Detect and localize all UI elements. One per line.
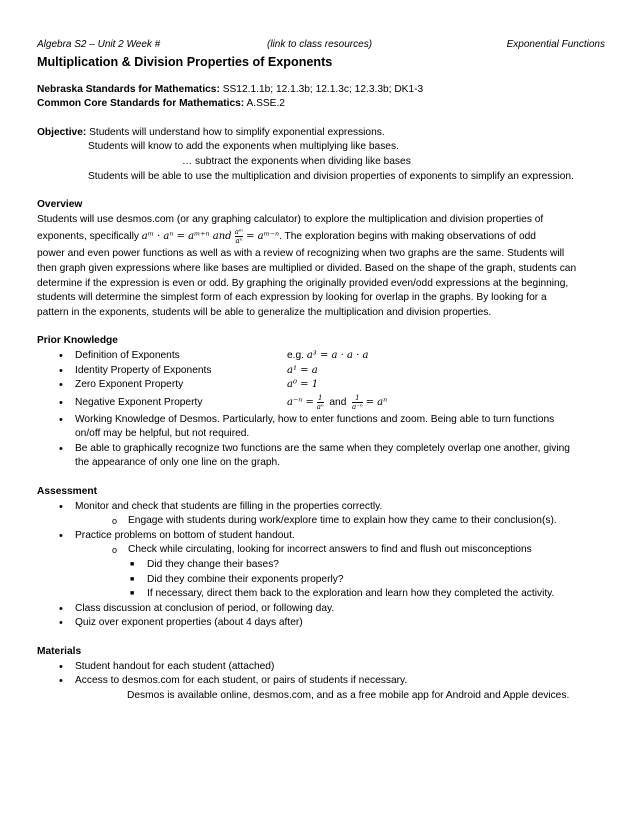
overview-and: and xyxy=(209,231,235,243)
overview-text: power and even power functions as well as with a review of recognizing when two graphs are the same. Students will xyxy=(37,248,565,260)
property-name: • Zero Exponent Property xyxy=(75,379,184,391)
nebraska-value: SS12.1.1b; 12.1.3b; 12.1.3c; 12.3.3b; DK1-3 xyxy=(219,83,424,95)
list-item: • Class discussion at conclusion of period, or following day. xyxy=(37,602,605,617)
materials-heading: Materials xyxy=(37,646,82,657)
overview-text: students will determine the simplest form of each expression by looking for overlap in the graphs. By looking for a xyxy=(37,292,547,304)
list-item: • Practice problems on bottom of student handout. xyxy=(37,529,605,544)
list-item-text: the appearance of only one line on the graph. xyxy=(75,457,281,469)
fraction-denominator: aⁿ xyxy=(316,402,324,411)
nebraska-standards xyxy=(37,83,605,98)
property-formula: a¹ = a xyxy=(287,364,318,376)
prior-knowledge-section xyxy=(37,334,605,471)
prior-knowledge-heading: Prior Knowledge xyxy=(37,335,118,347)
property-name: • Identity Property of Exponents xyxy=(75,364,212,376)
overview-section xyxy=(37,198,605,320)
overview-text: exponents, specifically xyxy=(37,231,142,243)
property-name: • Negative Exponent Property xyxy=(75,396,203,408)
overview-text: then graph given expressions where like bases are multiplied or divided. Based on the shape of the graph, students can xyxy=(37,262,577,274)
division-property-formula: = aᵐ⁻ⁿ xyxy=(246,231,280,243)
list-item: o Engage with students during work/explore time to explain how they came to their conclusion(s). xyxy=(37,514,605,529)
list-item xyxy=(37,349,605,364)
property-formula: a⁰ = 1 xyxy=(287,379,319,391)
assessment-heading: Assessment xyxy=(37,486,98,498)
fraction-denominator: a⁻ⁿ xyxy=(352,402,363,411)
overview-formula-line xyxy=(37,227,605,247)
property-name: • Definition of Exponents xyxy=(75,349,180,361)
list-item xyxy=(37,393,605,413)
list-item xyxy=(37,364,605,379)
negative-exponent-fraction xyxy=(317,394,324,411)
fraction-numerator: 1 xyxy=(352,394,363,403)
list-item-text: • Be able to graphically recognize two functions are the same when they completely overlap one another, giving xyxy=(75,442,570,454)
list-item: • Quiz over exponent properties (about 4 days after) xyxy=(37,616,605,631)
list-item xyxy=(37,442,605,471)
overview-text: determine if the expression is even or odd. By graphing the originally provided even/odd expressions at the beginning, xyxy=(37,277,569,289)
page-header xyxy=(37,38,605,53)
list-item: ■ Did they combine their exponents properly? xyxy=(37,573,605,588)
list-item xyxy=(37,378,605,393)
common-core-label: Common Core Standards for Mathematics: xyxy=(37,98,245,110)
list-item: • Student handout for each student (attached) xyxy=(37,660,605,675)
list-item: ■ Did they change their bases? xyxy=(37,558,605,573)
page-title: Multiplication & Division Properties of Exponents xyxy=(37,54,333,69)
class-resources-link[interactable]: (link to class resources) xyxy=(267,39,373,50)
negative-exponent-fraction xyxy=(352,394,363,411)
header-course: Algebra S2 – Unit 2 Week # xyxy=(37,39,161,50)
materials-section xyxy=(37,645,605,703)
common-core-standards xyxy=(37,97,605,112)
division-fraction xyxy=(235,228,243,245)
property-formula: = aⁿ xyxy=(365,396,388,408)
standards-section xyxy=(37,83,605,112)
fraction-denominator: aⁿ xyxy=(235,237,243,246)
and-text: and xyxy=(323,396,353,408)
list-item-text: • Working Knowledge of Desmos. Particularly, how to enter functions and zoom. Being able to turn functions xyxy=(75,413,555,425)
nebraska-label: Nebraska Standards for Mathematics: xyxy=(37,83,220,95)
desmos-note: Desmos is available online, desmos.com, and as a free mobile app for Android and Apple devices. xyxy=(127,689,570,701)
document-page xyxy=(37,38,605,703)
list-item: • Monitor and check that students are filling in the properties correctly. xyxy=(37,500,605,515)
overview-text: . The exploration begins with making observations of odd xyxy=(279,231,536,243)
objective-section xyxy=(37,126,605,184)
common-core-value: A.SSE.2 xyxy=(244,98,285,110)
list-item: • Access to desmos.com for each student, or pairs of students if necessary. xyxy=(37,674,605,689)
objective-line: Students will understand how to simplify exponential expressions. xyxy=(86,126,385,138)
property-formula: a³ = a · a · a xyxy=(306,349,369,361)
list-item xyxy=(37,413,605,442)
objective-line: … subtract the exponents when dividing like bases xyxy=(182,155,411,167)
header-topic: Exponential Functions xyxy=(506,39,605,50)
objective-label: Objective: xyxy=(37,126,87,138)
fraction-numerator: 1 xyxy=(317,393,323,402)
list-item-text: on/off may be helpful, but not required. xyxy=(75,428,250,440)
objective-line: Students will know to add the exponents when multiplying like bases. xyxy=(88,141,399,153)
fraction-numerator: aᵐ xyxy=(234,228,244,237)
list-item: o Check while circulating, looking for incorrect answers to find and flush out misconceptions xyxy=(37,543,605,558)
overview-text: pattern in the exponents, students will be able to generalize the multiplication and division properties. xyxy=(37,306,492,318)
property-formula: a⁻ⁿ = xyxy=(287,396,314,408)
objective-line: Students will be able to use the multiplication and division properties of exponents to simplify an expression. xyxy=(88,170,574,182)
example-label: e.g. xyxy=(287,349,307,361)
overview-heading: Overview xyxy=(37,199,83,211)
multiplication-property-formula: aᵐ · aⁿ = aᵐ⁺ⁿ xyxy=(141,231,210,243)
assessment-section xyxy=(37,485,605,631)
overview-text: Students will use desmos.com (or any graphing calculator) to explore the multiplication and division properties of xyxy=(37,213,544,225)
list-item: ■ If necessary, direct them back to the exploration and learn how they completed the activity. xyxy=(37,587,605,602)
